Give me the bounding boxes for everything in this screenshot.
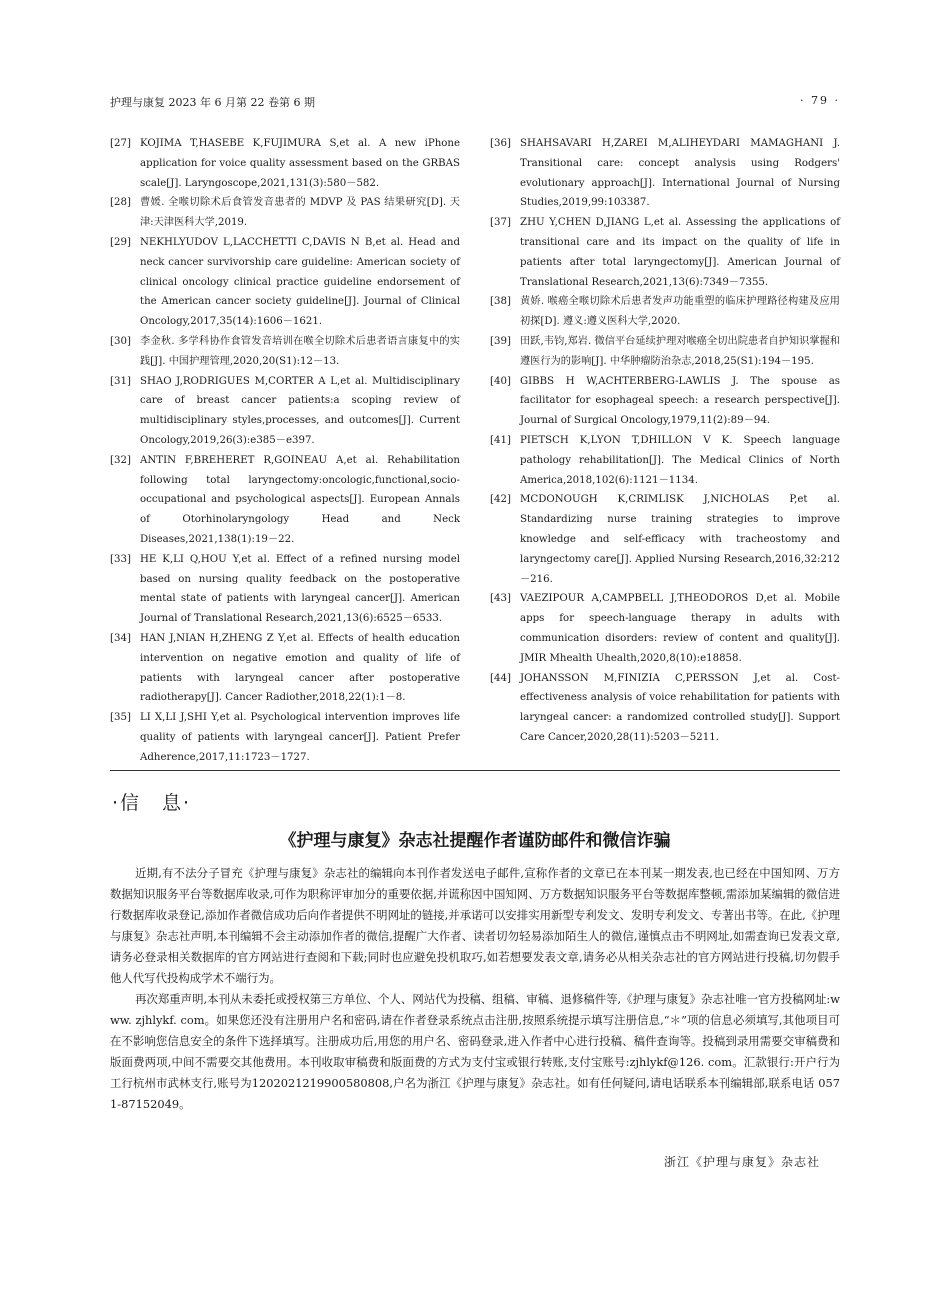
reference-text: 曹媛. 全喉切除术后食管发音患者的 MDVP 及 PAS 结果研究[D]. 天津:天津医科大学,2019. bbox=[140, 197, 460, 229]
reference-item bbox=[110, 332, 460, 372]
reference-text: GIBBS H W,ACHTERBERG-LAWLIS J. The spouse as facilitator for esophageal speech: a research perspective[J]. Journal of Surgical Oncology,1979,11(2):89－94. bbox=[520, 375, 840, 427]
reference-text: HAN J,NIAN H,ZHENG Z Y,et al. Effects of health education intervention on negative emotion and quality of life of patients with laryngeal cancer after postoperative radiotherapy[J]. Cancer Radiother,2018,22(1):1－8. bbox=[140, 632, 460, 704]
reference-number: [39] bbox=[490, 335, 511, 347]
reference-number: [36] bbox=[490, 138, 511, 149]
reference-number: [38] bbox=[490, 296, 511, 308]
journal-issue-label: 护理与康复 2023 年 6 月第 22 卷第 6 期 bbox=[110, 96, 315, 109]
reference-item bbox=[110, 451, 460, 550]
notice-paragraph: 再次郑重声明,本刊从未委托或授权第三方单位、个人、网站代为投稿、组稿、审稿、退修稿件等,《护理与康复》杂志社唯一官方投稿网址:www. zjhlykf. com。如果您还没有注册用户名和密码,请在作者登录系统点击注册,按照系统提示填写注册信息,“＊”项的信息必须填写,其他项目可在不影响您信息安全的条件下选择填写。注册成功后,用您的用户名、密码登录,进入作者中心进行投稿、稿件查询等。投稿到录用需要交审稿费和版面费两项,中间不需要交其他费用。本刊收取审稿费和版面费的方式为支付宝或银行转账,支付宝账号:zjhlykf@126. com。汇款银行:开户行为工行杭州市武林支行,账号为1202021219900580808,户名为浙江《护理与康复》杂志社。如有任何疑问,请电话联系本刊编辑部,联系电话 0571-87152049。 bbox=[110, 992, 840, 1111]
reference-text: 黄娇. 喉癌全喉切除术后患者发声功能重塑的临床护理路径构建及应用初探[D]. 遵义:遵义医科大学,2020. bbox=[520, 296, 840, 328]
reference-number: [27] bbox=[110, 138, 131, 149]
reference-text: 李金秋. 多学科协作食管发音培训在喉全切除术后患者语言康复中的实践[J]. 中国护理管理,2020,20(S1):12－13. bbox=[140, 335, 460, 367]
references-left-column bbox=[110, 134, 460, 768]
reference-number: [44] bbox=[490, 672, 511, 684]
reference-item bbox=[490, 669, 840, 748]
reference-number: [32] bbox=[110, 454, 131, 466]
reference-item bbox=[490, 213, 840, 292]
reference-number: [41] bbox=[490, 434, 511, 446]
notice-paragraph: 近期,有不法分子冒充《护理与康复》杂志社的编辑向本刊作者发送电子邮件,宣称作者的文章已在本刊某一期发表,也已经在中国知网、万方数据知识服务平台等数据库收录,可作为职称评审加分的重要依据,并谎称因中国知网、万方数据知识服务平台等数据库整顿,需添加某编辑的微信进行数据库收录登记,添加作者微信成功后向作者提供不明网址的链接,并承诺可以安排实用新型专利发文、发明专利发文、专著出书等。在此,《护理与康复》杂志社声明,本刊编辑不会主动添加作者的微信,提醒广大作者、读者切勿轻易添加陌生人的微信,谨慎点击不明网址,如需查询已发表文章,请务必登录相关数据库的官方网站进行查阅和下载;同时也应避免投机取巧,如若想要发表文章,请务必从相关杂志社的官方网站进行投稿,切勿假手他人代写代投构成学术不端行为。 bbox=[110, 866, 840, 985]
reference-item bbox=[490, 589, 840, 668]
reference-item bbox=[110, 193, 460, 233]
reference-text: SHAHSAVARI H,ZAREI M,ALIHEYDARI MAMAGHANI J. Transitional care: concept analysis using Rodgers' evolutionary approach[J]. International Journal of Nursing Studies,2019,99:103387. bbox=[520, 138, 840, 209]
reference-item bbox=[110, 629, 460, 708]
reference-number: [28] bbox=[110, 197, 131, 209]
reference-item bbox=[490, 332, 840, 372]
reference-text: MCDONOUGH K,CRIMLISK J,NICHOLAS P,et al. Standardizing nurse training strategies to improve knowledge and self-efficacy with tracheostomy and laryngectomy care[J]. Applied Nursing Research,2016,32:212－216. bbox=[520, 494, 840, 585]
reference-item bbox=[110, 134, 460, 193]
reference-text: 田跃,韦钧,郑岩. 微信平台延续护理对喉癌全切出院患者自护知识掌握和遵医行为的影响[J]. 中华肿瘤防治杂志,2018,25(S1):194－195. bbox=[520, 335, 840, 367]
reference-text: NEKHLYUDOV L,LACCHETTI C,DAVIS N B,et al. Head and neck cancer survivorship care guideline: American society of clinical oncology clinical practice guideline endorsement of the American cancer society guideline[J]. Journal of Clinical Oncology,2017,35(14):1606－1621. bbox=[140, 236, 460, 328]
notice-signature: 浙江《护理与康复》杂志社 bbox=[663, 1155, 820, 1169]
reference-number: [33] bbox=[110, 553, 131, 565]
reference-number: [43] bbox=[490, 593, 511, 605]
reference-text: ZHU Y,CHEN D,JIANG L,et al. Assessing the applications of transitional care and its impact on the quality of life in patients after total laryngectomy[J]. American Journal of Translational Research,2021,13(6):7349－7355. bbox=[520, 217, 840, 288]
running-header bbox=[110, 94, 840, 114]
reference-text: HE K,LI Q,HOU Y,et al. Effect of a refined nursing model based on nursing quality feedback on the postoperative mental state of patients with laryngeal cancer[J]. American Journal of Translational Research,2021,13(6):6525－6533. bbox=[140, 553, 460, 625]
reference-item bbox=[110, 708, 460, 767]
reference-item bbox=[110, 372, 460, 451]
reference-text: SHAO J,RODRIGUES M,CORTER A L,et al. Multidisciplinary care of breast cancer patients:a scoping review of multidisciplinary styles,processes, and outcomes[J]. Current Oncology,2019,26(3):e385－e397. bbox=[140, 375, 460, 446]
notice-title: 《护理与康复》杂志社提醒作者谨防邮件和微信诈骗 bbox=[279, 831, 671, 851]
reference-text: KOJIMA T,HASEBE K,FUJIMURA S,et al. A new iPhone application for voice quality assessment based on the GRBAS scale[J]. Laryngoscope,2021,131(3):580－582. bbox=[140, 138, 460, 189]
reference-item bbox=[490, 431, 840, 490]
page-number: · 79 · bbox=[800, 94, 840, 107]
reference-number: [37] bbox=[490, 217, 511, 229]
section-label-info: ·信 息· bbox=[112, 792, 192, 814]
reference-number: [35] bbox=[110, 712, 131, 724]
reference-number: [30] bbox=[110, 335, 131, 347]
reference-item bbox=[110, 550, 460, 629]
reference-number: [31] bbox=[110, 375, 131, 387]
reference-number: [42] bbox=[490, 494, 511, 506]
reference-text: JOHANSSON M,FINIZIA C,PERSSON J,et al. Cost-effectiveness analysis of voice rehabilitation for patients with laryngeal cancer: a randomized controlled study[J]. Support Care Cancer,2020,28(11):5203－5211. bbox=[520, 672, 840, 743]
reference-item bbox=[110, 233, 460, 332]
reference-item bbox=[490, 292, 840, 332]
references-right-column bbox=[490, 134, 840, 748]
reference-item bbox=[490, 134, 840, 213]
notice-body bbox=[110, 863, 840, 1115]
reference-text: ANTIN F,BREHERET R,GOINEAU A,et al. Rehabilitation following total laryngectomy:oncologic,functional,socio-occupational and psychological aspects[J]. European Annals of Otorhinolaryngology Head and Neck Diseases,2021,138(1):19－22. bbox=[140, 454, 460, 545]
reference-number: [29] bbox=[110, 236, 131, 248]
reference-text: LI X,LI J,SHI Y,et al. Psychological intervention improves life quality of patients with laryngeal cancer[J]. Patient Prefer Adherence,2017,11:1723－1727. bbox=[140, 712, 460, 763]
reference-number: [40] bbox=[490, 375, 511, 387]
reference-text: PIETSCH K,LYON T,DHILLON V K. Speech language pathology rehabilitation[J]. The Medical Clinics of North America,2018,102(6):1121－1134. bbox=[520, 434, 840, 486]
reference-number: [34] bbox=[110, 632, 131, 644]
reference-text: VAEZIPOUR A,CAMPBELL J,THEODOROS D,et al. Mobile apps for speech-language therapy in adults with communication disorders: review of content and quality[J]. JMIR Mhealth Uhealth,2020,8(10):e18858. bbox=[520, 593, 840, 664]
reference-item bbox=[490, 372, 840, 431]
reference-item bbox=[490, 490, 840, 589]
section-divider bbox=[110, 770, 840, 771]
